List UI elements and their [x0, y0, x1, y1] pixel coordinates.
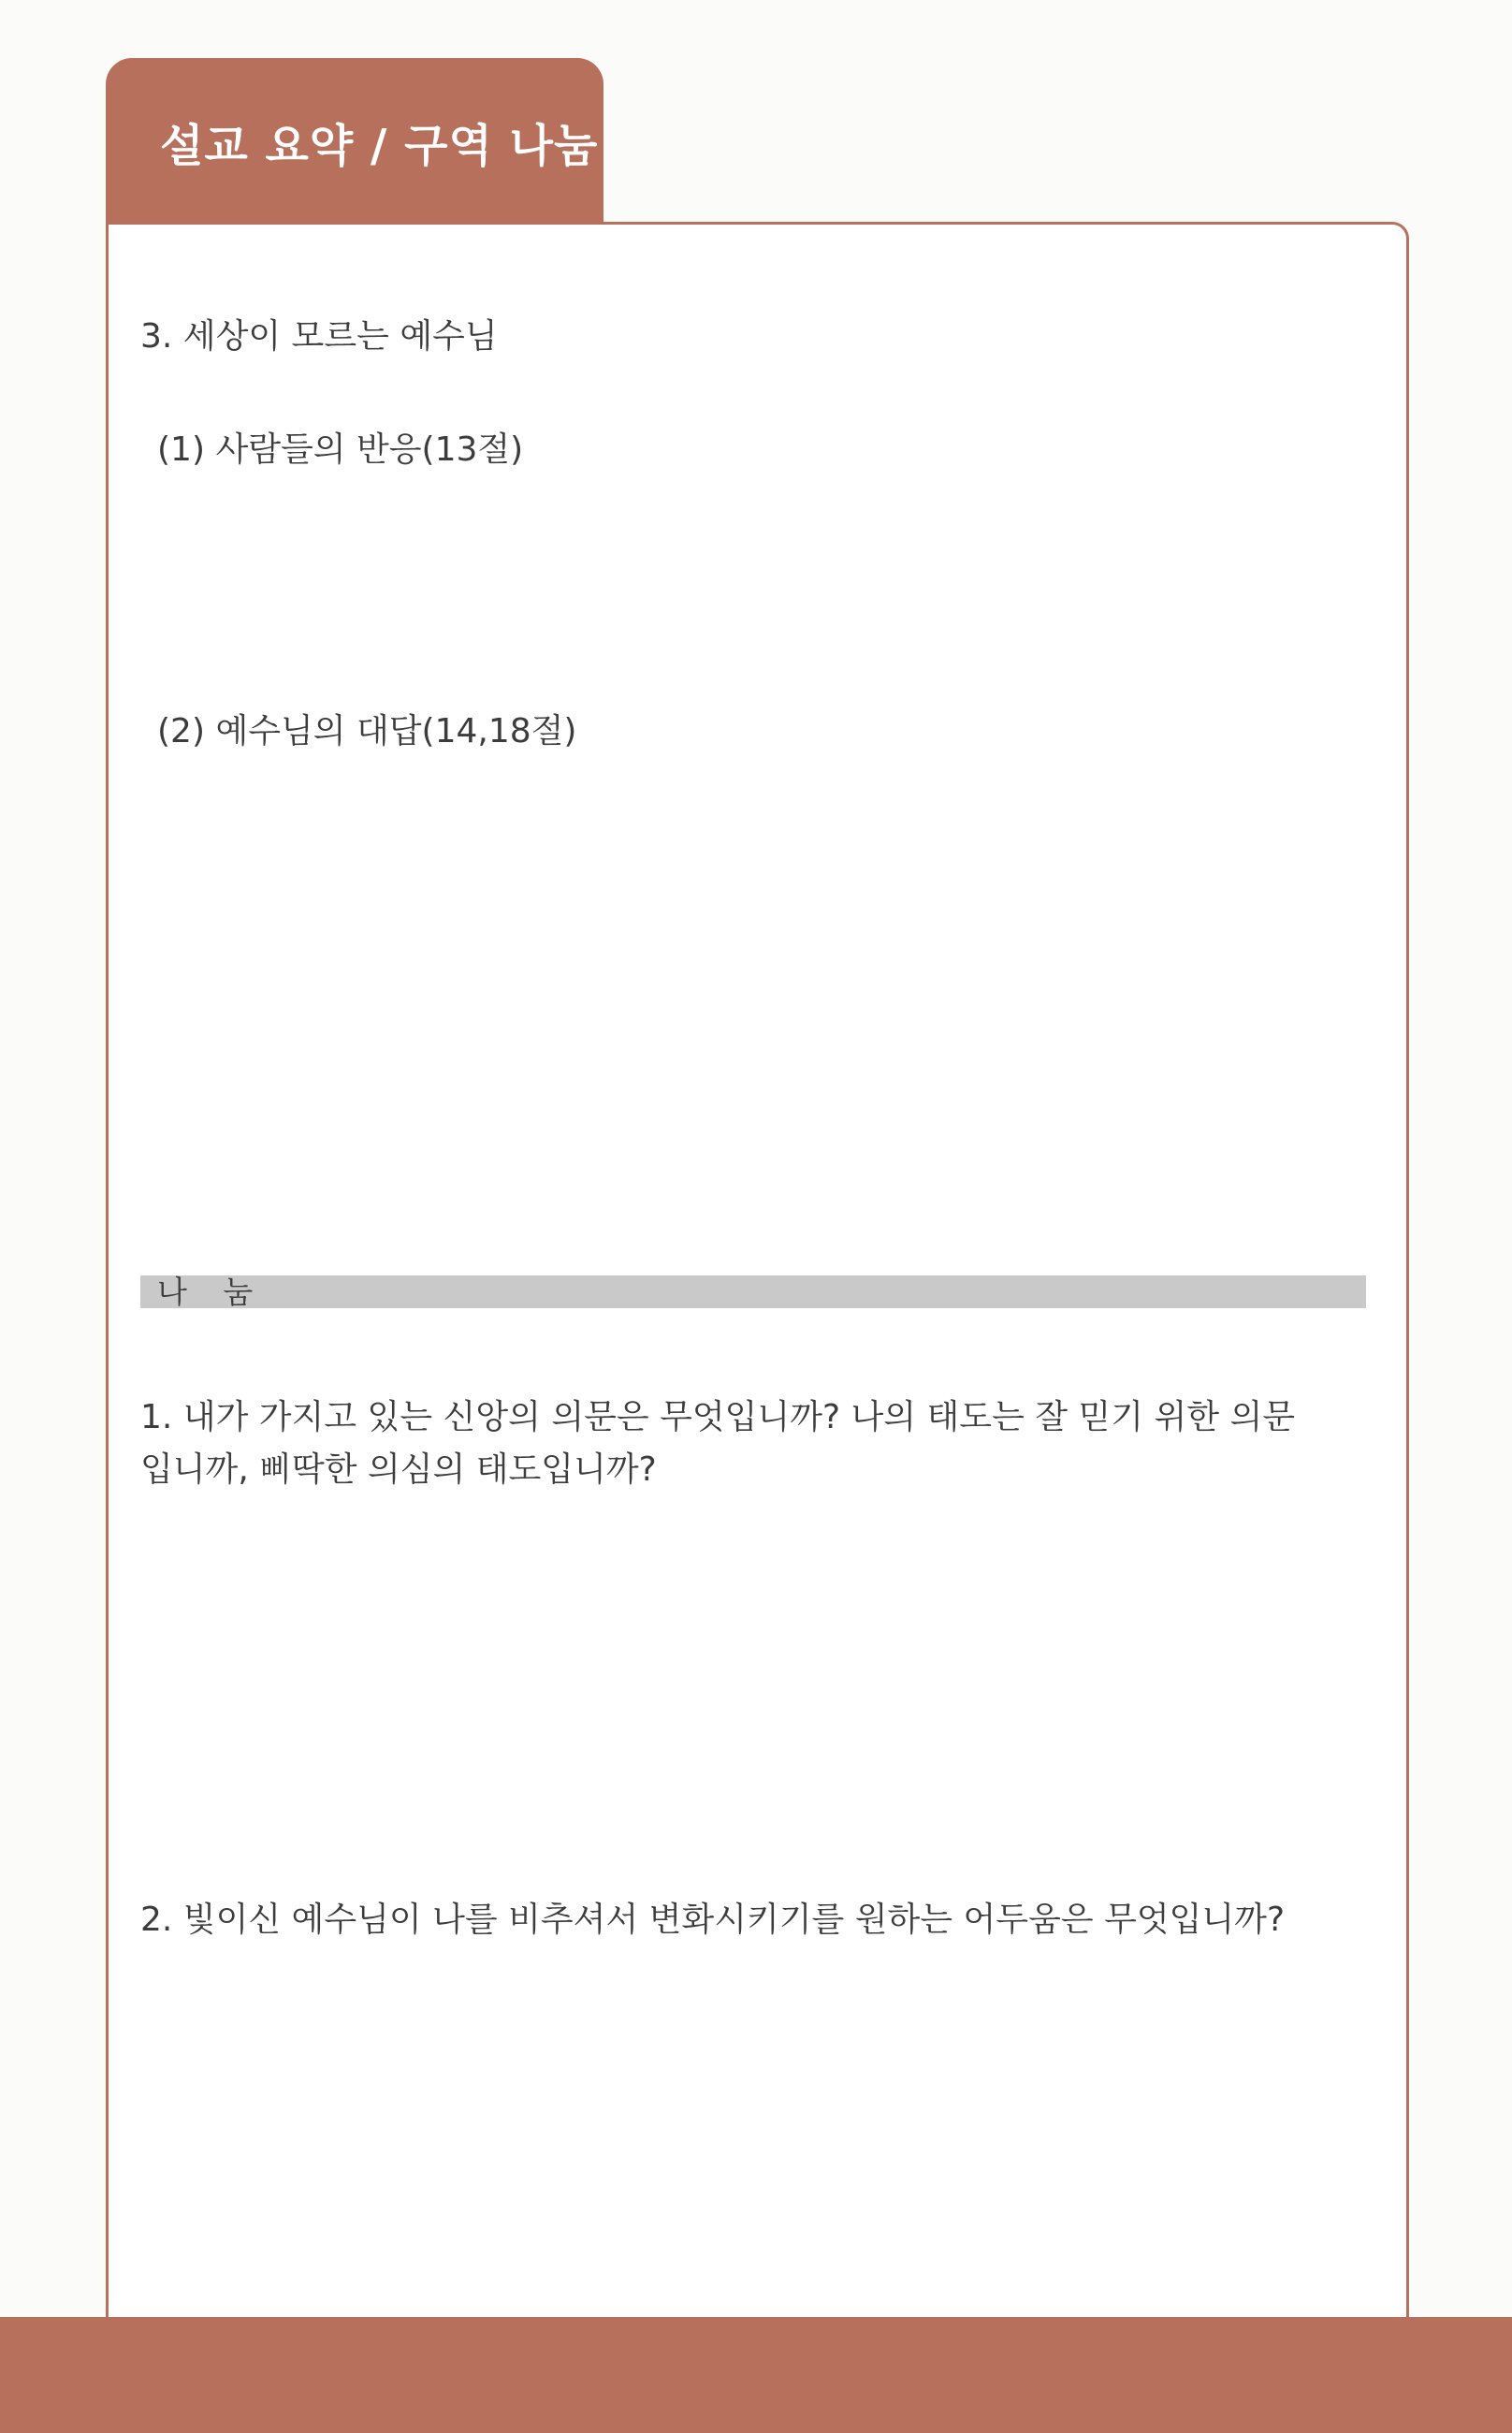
- footer-bar: [0, 2317, 1512, 2433]
- content-panel: [106, 222, 1409, 2318]
- sharing-section-bar: [140, 1275, 1366, 1308]
- sharing-label: 나 눔: [157, 1274, 267, 1310]
- sermon-point-2: (2) 예수님의 대답(14,18절): [157, 712, 577, 750]
- page-title: 설교 요약 / 구역 나눔: [160, 120, 599, 172]
- sermon-point-1: (1) 사람들의 반응(13절): [157, 430, 524, 469]
- question-2-line-1: 2. 빛이신 예수님이 나를 비추셔서 변화시키기를 원하는 어두움은 무엇입니까?: [140, 1901, 1286, 1939]
- question-1: [140, 1391, 1366, 1496]
- question-1-line-2: 입니까, 삐딱한 의심의 태도입니까?: [140, 1450, 657, 1489]
- question-2: [140, 1894, 1366, 1946]
- question-1-line-1: 1. 내가 가지고 있는 신앙의 의문은 무엇입니까? 나의 태도는 잘 믿기 위한 의문: [140, 1398, 1296, 1436]
- header-tab: [106, 58, 603, 222]
- sermon-heading: 3. 세상이 모르는 예수님: [140, 317, 498, 356]
